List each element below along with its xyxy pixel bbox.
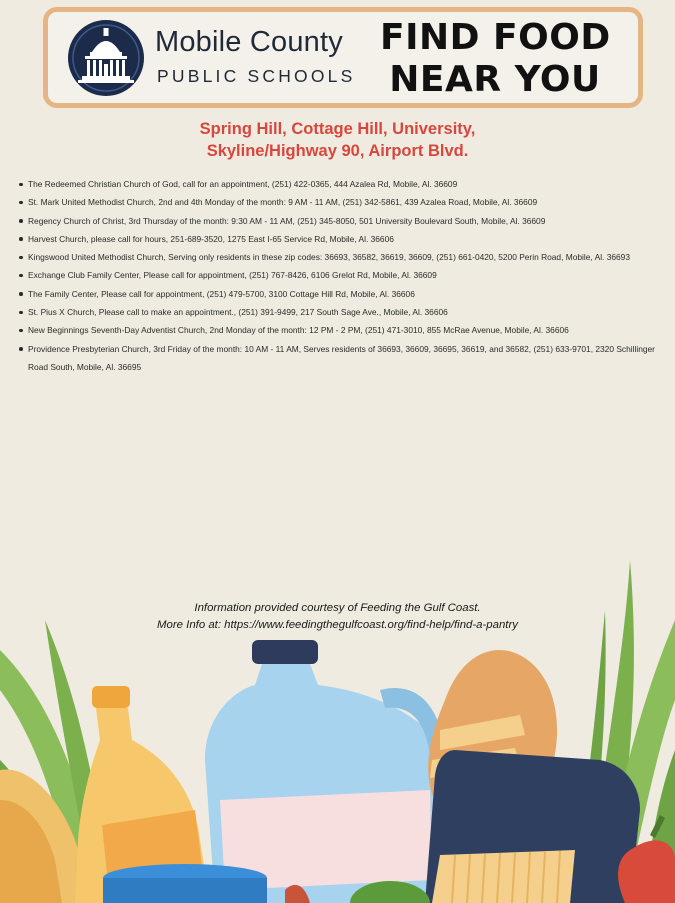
headline-line-1: FIND FOOD — [380, 17, 611, 58]
headline-line-2: NEAR YOU — [389, 59, 601, 100]
list-item: New Beginnings Seventh-Day Adventist Church, 2nd Monday of the month: 12 PM - 2 PM, (251) 471-3010, 855 McRae Avenue, Mobile, Al. 36606 — [18, 321, 658, 339]
list-item: The Redeemed Christian Church of God, call for an appointment, (251) 422-0365, 444 Azalea Rd, Mobile, Al. 36609 — [18, 175, 658, 193]
list-item: Kingswood United Methodist Church, Serving only residents in these zip codes: 36693, 36582, 36619, 36609, (251) 661-0420, 5200 Perin Road, Mobile, Al. 36693 — [18, 248, 658, 266]
area-title-line-2: Skyline/Highway 90, Airport Blvd. — [206, 142, 469, 160]
area-title-line-1: Spring Hill, Cottage Hill, University, — [199, 120, 476, 138]
list-item: Exchange Club Family Center, Please call for appointment, (251) 767-8426, 6106 Grelot Rd, Mobile, Al. 36609 — [18, 266, 658, 284]
org-subtitle: PUBLIC SCHOOLS — [157, 66, 356, 86]
footer-note — [0, 600, 675, 634]
courtesy-text: Information provided courtesy of Feeding the Gulf Coast. — [194, 602, 481, 614]
list-item: Providence Presbyterian Church, 3rd Friday of the month: 10 AM - 11 AM, Serves residents of 36693, 36609, 36695, 36619, and 36582, (251) 633-9701, 2320 Schillinger Road South, Mobile, Al. 36695 — [18, 340, 658, 377]
capitol-dome-seal-icon — [68, 20, 144, 96]
list-item: The Family Center, Please call for appointment, (251) 479-5700, 3100 Cottage Hill Rd, Mobile, Al. 36606 — [18, 285, 658, 303]
cereal-box-icon — [425, 750, 640, 903]
org-name: Mobile County — [155, 26, 343, 58]
list-item: St. Mark United Methodist Church, 2nd and 4th Monday of the month: 9 AM - 11 AM, (251) 342-5861, 439 Azalea Road, Mobile, Al. 36609 — [18, 193, 658, 211]
headline — [380, 17, 610, 101]
list-item: St. Pius X Church, Please call to make an appointment., (251) 391-9499, 217 South Sage Ave., Mobile, Al. 36606 — [18, 303, 658, 321]
pantry-list — [18, 175, 658, 376]
area-title — [0, 118, 675, 162]
list-item: Regency Church of Christ, 3rd Thursday of the month: 9:30 AM - 11 AM, (251) 345-8050, 501 University Boulevard South, Mobile, Al. 36609 — [18, 212, 658, 230]
header-banner — [43, 7, 643, 108]
more-info-link[interactable]: More Info at: https://www.feedingthegulfcoast.org/find-help/find-a-pantry — [157, 619, 518, 631]
water-jug-icon — [205, 640, 450, 903]
canned-food-icon — [103, 864, 267, 903]
list-item: Harvest Church, please call for hours, 251-689-3520, 1275 East I-65 Service Rd, Mobile, Al. 36606 — [18, 230, 658, 248]
